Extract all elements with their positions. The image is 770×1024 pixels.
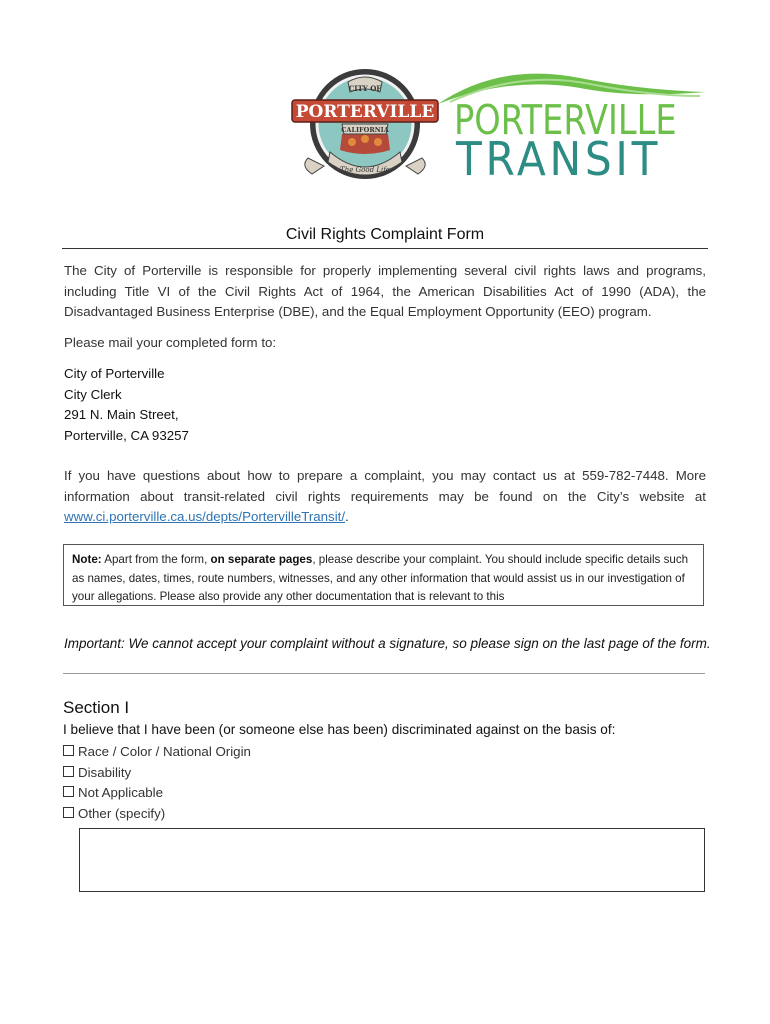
questions-end: .	[345, 509, 349, 525]
option-disability[interactable]	[63, 763, 251, 784]
mailing-address	[64, 364, 189, 446]
mail-instruction: Please mail your completed form to:	[64, 335, 277, 350]
note-emphasis: on separate pages	[210, 553, 313, 566]
address-line-1: City of Porterville	[64, 366, 165, 381]
discrimination-options	[63, 742, 251, 824]
section-1-question: I believe that I have been (or someone else has been) discriminated against on the basis of:	[63, 722, 616, 737]
option-race-color-origin[interactable]	[63, 742, 251, 763]
transit-logo-line1: PORTERVILLE	[454, 96, 677, 144]
checkbox-icon[interactable]	[63, 745, 74, 756]
checkbox-icon[interactable]	[63, 807, 74, 818]
address-line-4: Porterville, CA 93257	[64, 427, 189, 443]
seal-motto: The Good Life	[340, 166, 390, 174]
transit-logo-line2: TRANSIT	[456, 132, 662, 186]
section-divider	[63, 673, 705, 674]
seal-state: CALIFORNIA	[341, 126, 389, 134]
option-label: Disability	[78, 764, 132, 780]
intro-paragraph: The City of Porterville is responsible for properly implementing several civil rights laws and programs, including Title VI of the Civil Rights Act of 1964, the American Disabilities Act of 1990 (ADA), the Disadvantaged Business Enterprise (DBE), and the Equal Employment Opportunity (EEO) program.	[64, 263, 706, 320]
city-seal-logo	[290, 62, 440, 184]
option-not-applicable[interactable]	[63, 783, 251, 804]
page-title: Civil Rights Complaint Form	[285, 226, 485, 243]
option-label: Other (specify)	[78, 805, 166, 821]
questions-paragraph	[64, 466, 706, 528]
option-label: Race / Color / National Origin	[78, 744, 251, 759]
questions-text: If you have questions about how to prepare a complaint, you may contact us at 559-782-7448. More information about transit-related civil rights requirements may be found on the City’s website at	[64, 468, 706, 504]
seal-name: PORTERVILLE	[295, 102, 435, 122]
checkbox-icon[interactable]	[63, 786, 74, 797]
other-specify-field[interactable]	[79, 828, 705, 892]
note-label: Note:	[72, 553, 102, 566]
website-link[interactable]: www.ci.porterville.ca.us/depts/PortervilleTransit/	[64, 509, 346, 525]
note-text-before: Apart from the form,	[101, 553, 211, 566]
note-text-after: , please describe your complaint. You should include specific details such as names, dates, times, route numbers, witnesses, and any other information that would assist us in our investigation of your allegations. Please also provide any other documentation that is relevant to this	[72, 553, 689, 603]
checkbox-icon[interactable]	[63, 766, 74, 777]
important-notice: Important: We cannot accept your complaint without a signature, so please sign on the last page of the form.	[64, 636, 711, 651]
title-divider	[62, 248, 708, 249]
section-1-title: Section I	[63, 698, 130, 717]
address-line-3: 291 N. Main Street,	[64, 407, 179, 423]
note-box	[63, 544, 704, 606]
option-other[interactable]	[63, 804, 251, 825]
address-line-2: City Clerk	[64, 386, 122, 402]
option-label: Not Applicable	[78, 785, 164, 801]
seal-top-text: CITY OF	[348, 84, 382, 93]
